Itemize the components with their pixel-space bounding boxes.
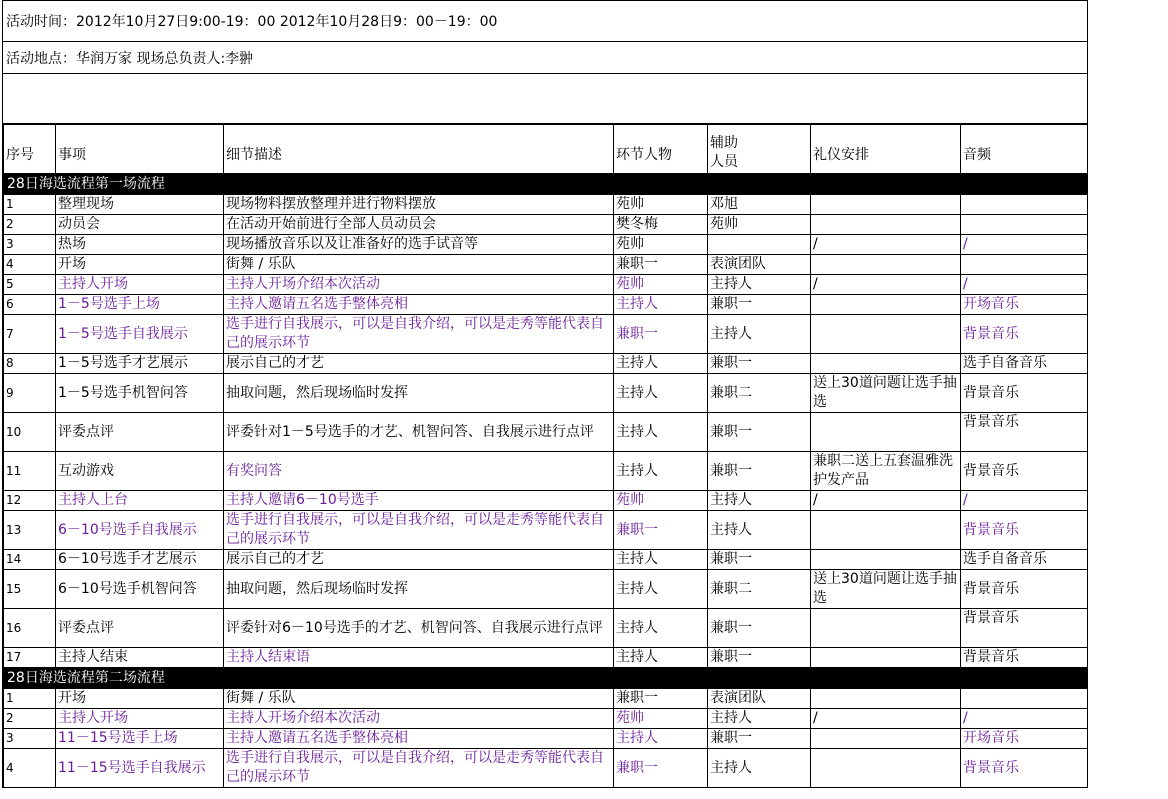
cell-assist[interactable]: 兼职一 [708, 648, 811, 668]
table-row [4, 255, 1088, 275]
schedule-table [3, 124, 1088, 788]
col-header-audio[interactable]: 音频 [961, 125, 1088, 174]
cell-assist[interactable]: 兼职一 [708, 413, 811, 452]
cell-detail[interactable]: 主持人开场介绍本次活动 [224, 709, 614, 729]
col-header-person[interactable]: 环节人物 [614, 125, 708, 174]
cell-person[interactable]: 主持人 [614, 413, 708, 452]
col-header-no[interactable]: 序号 [4, 125, 56, 174]
cell-audio[interactable]: / [961, 235, 1088, 255]
cell-item[interactable]: 评委点评 [56, 413, 224, 452]
table-row [4, 275, 1088, 295]
cell-item[interactable]: 动员会 [56, 215, 224, 235]
cell-detail[interactable]: 选手进行自我展示，可以是自我介绍，可以是走秀等能代表自己的展示环节 [224, 749, 614, 788]
cell-detail[interactable]: 评委针对6－10号选手的才艺、机智问答、自我展示进行点评 [224, 609, 614, 648]
cell-assist[interactable] [708, 235, 811, 255]
cell-assist[interactable]: 兼职二 [708, 570, 811, 609]
cell-etiquette[interactable] [811, 195, 961, 215]
cell-etiquette[interactable] [811, 255, 961, 275]
cell-assist[interactable]: 兼职一 [708, 729, 811, 749]
cell-detail[interactable]: 评委针对1－5号选手的才艺、机智问答、自我展示进行点评 [224, 413, 614, 452]
cell-audio[interactable]: 背景音乐 [961, 452, 1088, 491]
col-header-assist-label: 辅助人员 [710, 135, 738, 170]
table-row [4, 195, 1088, 215]
cell-person[interactable]: 苑帅 [614, 275, 708, 295]
schedule-sheet [2, 0, 1088, 788]
cell-assist[interactable]: 兼职一 [708, 452, 811, 491]
cell-no[interactable]: 2 [4, 215, 56, 235]
cell-no[interactable]: 4 [4, 749, 56, 788]
cell-no[interactable]: 14 [4, 550, 56, 570]
cell-person[interactable]: 兼职一 [614, 689, 708, 709]
cell-assist[interactable]: 主持人 [708, 709, 811, 729]
cell-assist[interactable]: 主持人 [708, 749, 811, 788]
cell-etiquette[interactable] [811, 295, 961, 315]
cell-detail[interactable]: 主持人结束语 [224, 648, 614, 668]
cell-detail[interactable]: 街舞 / 乐队 [224, 255, 614, 275]
cell-assist[interactable]: 兼职一 [708, 354, 811, 374]
cell-item[interactable]: 6－10号选手机智问答 [56, 570, 224, 609]
cell-detail[interactable]: 现场物料摆放整理并进行物料摆放 [224, 195, 614, 215]
cell-no[interactable]: 13 [4, 511, 56, 550]
cell-audio[interactable]: / [961, 709, 1088, 729]
table-row [4, 491, 1088, 511]
cell-detail[interactable]: 展示自己的才艺 [224, 550, 614, 570]
cell-person[interactable]: 主持人 [614, 374, 708, 413]
cell-audio[interactable]: / [961, 275, 1088, 295]
cell-no[interactable]: 2 [4, 709, 56, 729]
cell-no[interactable]: 10 [4, 413, 56, 452]
table-row [4, 511, 1088, 550]
cell-detail[interactable]: 抽取问题，然后现场临时发挥 [224, 374, 614, 413]
cell-assist[interactable]: 兼职一 [708, 609, 811, 648]
table-row [4, 550, 1088, 570]
cell-item[interactable]: 主持人上台 [56, 491, 224, 511]
cell-assist[interactable]: 苑帅 [708, 215, 811, 235]
cell-person[interactable]: 苑帅 [614, 195, 708, 215]
cell-no[interactable]: 7 [4, 315, 56, 354]
cell-assist[interactable]: 兼职二 [708, 374, 811, 413]
cell-no[interactable]: 3 [4, 235, 56, 255]
cell-etiquette[interactable] [811, 215, 961, 235]
cell-item[interactable]: 11－15号选手上场 [56, 729, 224, 749]
cell-person[interactable]: 樊冬梅 [614, 215, 708, 235]
cell-assist[interactable]: 兼职一 [708, 550, 811, 570]
blank-row[interactable] [3, 74, 1087, 124]
cell-no[interactable]: 6 [4, 295, 56, 315]
cell-detail[interactable]: 主持人开场介绍本次活动 [224, 275, 614, 295]
cell-item[interactable]: 6－10号选手自我展示 [56, 511, 224, 550]
table-row [4, 354, 1088, 374]
cell-etiquette[interactable]: / [811, 275, 961, 295]
cell-etiquette[interactable] [811, 729, 961, 749]
activity-place[interactable]: 活动地点：华润万家 现场总负责人:李翀 [3, 42, 1087, 74]
cell-etiquette[interactable] [811, 550, 961, 570]
cell-person[interactable]: 主持人 [614, 729, 708, 749]
cell-etiquette[interactable] [811, 648, 961, 668]
cell-no[interactable]: 9 [4, 374, 56, 413]
cell-item[interactable]: 开场 [56, 689, 224, 709]
cell-person[interactable]: 苑帅 [614, 709, 708, 729]
table-row [4, 235, 1088, 255]
activity-time[interactable]: 活动时间：2012年10月27日9:00-19：00 2012年10月28日9：00－19：00 [3, 0, 1087, 42]
cell-assist[interactable]: 主持人 [708, 511, 811, 550]
cell-item[interactable]: 主持人开场 [56, 709, 224, 729]
cell-etiquette[interactable]: / [811, 235, 961, 255]
cell-person[interactable]: 苑帅 [614, 491, 708, 511]
cell-audio[interactable]: 背景音乐 [961, 374, 1088, 413]
cell-person[interactable]: 兼职一 [614, 749, 708, 788]
section-header [4, 668, 1088, 689]
cell-audio[interactable]: 背景音乐 [961, 413, 1088, 452]
cell-no[interactable]: 16 [4, 609, 56, 648]
cell-etiquette[interactable] [811, 511, 961, 550]
cell-detail[interactable]: 主持人邀请五名选手整体亮相 [224, 729, 614, 749]
cell-person[interactable]: 主持人 [614, 570, 708, 609]
cell-audio[interactable]: 背景音乐 [961, 511, 1088, 550]
cell-item[interactable]: 6－10号选手才艺展示 [56, 550, 224, 570]
cell-assist[interactable]: 邓旭 [708, 195, 811, 215]
cell-no[interactable]: 17 [4, 648, 56, 668]
table-row [4, 729, 1088, 749]
cell-assist[interactable]: 主持人 [708, 491, 811, 511]
cell-detail[interactable]: 在活动开始前进行全部人员动员会 [224, 215, 614, 235]
cell-item[interactable]: 主持人结束 [56, 648, 224, 668]
col-header-assist[interactable] [708, 125, 811, 174]
cell-person[interactable]: 主持人 [614, 354, 708, 374]
cell-person[interactable]: 苑帅 [614, 235, 708, 255]
cell-etiquette[interactable]: 兼职二送上五套温雅洗护发产品 [811, 452, 961, 491]
cell-assist[interactable]: 表演团队 [708, 255, 811, 275]
cell-item[interactable]: 1－5号选手上场 [56, 295, 224, 315]
section-header [4, 174, 1088, 195]
cell-assist[interactable]: 兼职一 [708, 295, 811, 315]
cell-detail[interactable]: 街舞 / 乐队 [224, 689, 614, 709]
cell-etiquette[interactable]: 送上30道问题让选手抽选 [811, 570, 961, 609]
cell-item[interactable]: 整理现场 [56, 195, 224, 215]
table-row [4, 315, 1088, 354]
cell-detail[interactable]: 选手进行自我展示，可以是自我介绍，可以是走秀等能代表自己的展示环节 [224, 315, 614, 354]
section-title[interactable]: 28日海选流程第二场流程 [4, 668, 1088, 689]
cell-etiquette[interactable] [811, 609, 961, 648]
cell-audio[interactable]: 选手自备音乐 [961, 354, 1088, 374]
cell-item[interactable]: 1－5号选手才艺展示 [56, 354, 224, 374]
cell-person[interactable]: 主持人 [614, 550, 708, 570]
cell-audio[interactable]: 背景音乐 [961, 609, 1088, 648]
cell-etiquette[interactable] [811, 315, 961, 354]
cell-person[interactable]: 兼职一 [614, 255, 708, 275]
cell-item[interactable]: 热场 [56, 235, 224, 255]
cell-no[interactable]: 11 [4, 452, 56, 491]
cell-etiquette[interactable] [811, 354, 961, 374]
table-row [4, 452, 1088, 491]
table-row [4, 749, 1088, 788]
cell-audio[interactable]: 背景音乐 [961, 648, 1088, 668]
cell-assist[interactable]: 主持人 [708, 275, 811, 295]
cell-etiquette[interactable] [811, 689, 961, 709]
cell-detail[interactable]: 主持人邀请6－10号选手 [224, 491, 614, 511]
cell-etiquette[interactable] [811, 749, 961, 788]
cell-no[interactable]: 8 [4, 354, 56, 374]
cell-audio[interactable] [961, 215, 1088, 235]
table-row [4, 215, 1088, 235]
cell-etiquette[interactable]: 送上30道问题让选手抽选 [811, 374, 961, 413]
cell-audio[interactable]: / [961, 491, 1088, 511]
cell-person[interactable]: 主持人 [614, 452, 708, 491]
table-row [4, 374, 1088, 413]
section-title[interactable]: 28日海选流程第一场流程 [4, 174, 1088, 195]
cell-etiquette[interactable]: / [811, 491, 961, 511]
cell-item[interactable]: 1－5号选手自我展示 [56, 315, 224, 354]
cell-audio[interactable]: 开场音乐 [961, 295, 1088, 315]
cell-person[interactable]: 主持人 [614, 609, 708, 648]
cell-audio[interactable]: 背景音乐 [961, 315, 1088, 354]
cell-detail[interactable]: 展示自己的才艺 [224, 354, 614, 374]
cell-item[interactable]: 互动游戏 [56, 452, 224, 491]
cell-assist[interactable]: 表演团队 [708, 689, 811, 709]
cell-person[interactable]: 主持人 [614, 295, 708, 315]
cell-no[interactable]: 12 [4, 491, 56, 511]
cell-item[interactable]: 主持人开场 [56, 275, 224, 295]
cell-detail[interactable]: 选手进行自我展示，可以是自我介绍，可以是走秀等能代表自己的展示环节 [224, 511, 614, 550]
cell-no[interactable]: 3 [4, 729, 56, 749]
cell-audio[interactable] [961, 255, 1088, 275]
cell-item[interactable]: 开场 [56, 255, 224, 275]
cell-audio[interactable] [961, 195, 1088, 215]
cell-audio[interactable]: 背景音乐 [961, 570, 1088, 609]
col-header-etiquette[interactable]: 礼仪安排 [811, 125, 961, 174]
table-row [4, 689, 1088, 709]
cell-no[interactable]: 15 [4, 570, 56, 609]
cell-audio[interactable]: 开场音乐 [961, 729, 1088, 749]
cell-no[interactable]: 5 [4, 275, 56, 295]
table-row [4, 295, 1088, 315]
cell-detail[interactable]: 现场播放音乐以及让准备好的选手试音等 [224, 235, 614, 255]
cell-etiquette[interactable] [811, 413, 961, 452]
cell-detail[interactable]: 抽取问题，然后现场临时发挥 [224, 570, 614, 609]
cell-audio[interactable]: 背景音乐 [961, 749, 1088, 788]
table-row [4, 609, 1088, 648]
table-row [4, 413, 1088, 452]
cell-no[interactable]: 1 [4, 195, 56, 215]
table-row [4, 570, 1088, 609]
cell-audio[interactable] [961, 689, 1088, 709]
col-header-detail[interactable]: 细节描述 [224, 125, 614, 174]
table-row [4, 709, 1088, 729]
header-row [4, 125, 1088, 174]
cell-no[interactable]: 4 [4, 255, 56, 275]
cell-etiquette[interactable]: / [811, 709, 961, 729]
cell-detail[interactable]: 有奖问答 [224, 452, 614, 491]
cell-person[interactable]: 兼职一 [614, 315, 708, 354]
cell-item[interactable]: 1－5号选手机智问答 [56, 374, 224, 413]
cell-detail[interactable]: 主持人邀请五名选手整体亮相 [224, 295, 614, 315]
cell-person[interactable]: 主持人 [614, 648, 708, 668]
cell-audio[interactable]: 选手自备音乐 [961, 550, 1088, 570]
cell-no[interactable]: 1 [4, 689, 56, 709]
cell-item[interactable]: 评委点评 [56, 609, 224, 648]
col-header-item[interactable]: 事项 [56, 125, 224, 174]
cell-item[interactable]: 11－15号选手自我展示 [56, 749, 224, 788]
cell-assist[interactable]: 主持人 [708, 315, 811, 354]
cell-person[interactable]: 兼职一 [614, 511, 708, 550]
table-row [4, 648, 1088, 668]
